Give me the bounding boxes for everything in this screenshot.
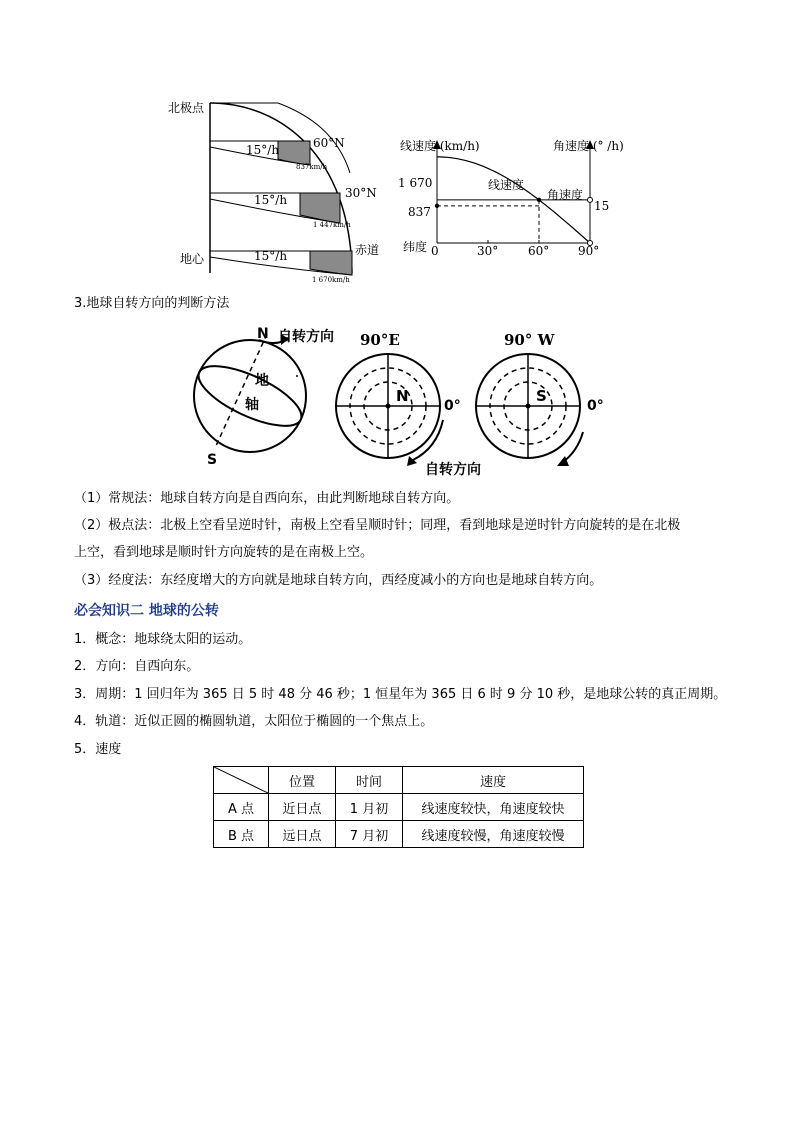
point-837-left <box>435 204 439 208</box>
speed-table <box>213 766 584 848</box>
x-tick-0: 0 <box>431 244 439 258</box>
revolution-item-4: 4．轨道：近似正圆的椭圆轨道，太阳位于椭圆的一个焦点上。 <box>74 714 434 729</box>
chart-ylabel-left: 线速度 (km/h) <box>400 139 480 153</box>
curve-label: 线速度 <box>488 178 525 192</box>
revolution-item-1: 1．概念：地球绕太阳的运动。 <box>74 632 252 647</box>
table-cell: 近日点 <box>269 794 336 821</box>
table-header-row <box>214 767 584 794</box>
table-row <box>214 821 584 848</box>
x-tick-30: 30° <box>477 244 499 258</box>
x-tick-60: 60° <box>528 244 550 258</box>
revolution-item-2: 2．方向：自西向东。 <box>74 659 200 674</box>
zero-label-east: 0° <box>444 398 461 414</box>
line-label: 角速度 <box>547 188 584 202</box>
y-tick-1670: 1 670 <box>398 176 433 190</box>
zero-label-west: 0° <box>587 398 604 414</box>
lat30-label: 30°N <box>345 186 377 200</box>
angular-label-30: 15°/h <box>254 193 288 207</box>
table-row <box>214 794 584 821</box>
polar-view-east <box>336 354 443 466</box>
angular-label-0: 15°/h <box>254 249 288 263</box>
polar-center-s: S <box>536 387 547 405</box>
revolution-item-5: 5．速度 <box>74 742 122 757</box>
section3-title: 3.地球自转方向的判断方法 <box>74 296 230 311</box>
globe-diagram <box>191 334 309 452</box>
method-2: （2）极点法：北极上空看呈逆时针，南极上空看呈顺时针；同理，看到地球是逆时针方向旋转的是在北极 <box>74 518 681 533</box>
table-corner-cell <box>214 767 269 794</box>
lat60-label: 60°N <box>313 136 345 150</box>
table-cell: 远日点 <box>269 821 336 848</box>
north-pole-label: 北极点 <box>168 101 205 115</box>
table-cell: B 点 <box>214 821 269 848</box>
x-tick-90: 90° <box>578 244 600 258</box>
rotation-direction-label-2: 自转方向 <box>425 462 481 478</box>
globe-s-label: S <box>207 452 218 468</box>
y-tick-right-15: 15 <box>594 199 610 213</box>
table-cell: 1 月初 <box>336 794 403 821</box>
east-title: 90°E <box>360 331 400 349</box>
rotation-direction-label: 自转方向 <box>278 329 334 345</box>
speed-label-60: 837km/h <box>296 163 328 171</box>
table-header-cell: 时间 <box>336 767 403 794</box>
table-header-cell: 位置 <box>269 767 336 794</box>
revolution-item-3: 3．周期：1 回归年为 365 日 5 时 48 分 46 秒；1 恒星年为 365 日 6 时 9 分 10 秒，是地球公转的真正周期。 <box>74 687 727 702</box>
table-cell: 线速度较慢，角速度较慢 <box>403 821 584 848</box>
earth-outline-arc <box>210 103 352 273</box>
table-cell: 7 月初 <box>336 821 403 848</box>
speed-label-0: 1 670km/h <box>312 276 350 284</box>
axis-char-2: 轴 <box>245 397 259 413</box>
chart-xlabel: 纬度 <box>403 240 428 254</box>
table-cell: A 点 <box>214 794 269 821</box>
point-60 <box>537 198 541 202</box>
earth-center-label: 地心 <box>180 252 205 266</box>
section-heading-revolution: 必会知识二 地球的公转 <box>74 603 219 619</box>
polar-view-west <box>476 354 583 466</box>
axis-char-1: 地 <box>255 373 269 389</box>
polar-center-n: N <box>396 387 409 405</box>
globe-n-label: N <box>257 326 269 342</box>
equator-label: 赤道 <box>355 243 380 257</box>
chart-ylabel-right: 角速度 (° /h) <box>553 139 624 153</box>
diagonal-line <box>214 767 268 793</box>
method-2-cont: 上空，看到地球是顺时针方向旋转的是在南极上空。 <box>74 545 374 560</box>
angular-label-60: 15°/h <box>246 143 280 157</box>
point-angular-15 <box>588 197 593 202</box>
west-title: 90° W <box>504 331 555 349</box>
table-cell: 线速度较快，角速度较快 <box>403 794 584 821</box>
table-header-cell: 速度 <box>403 767 584 794</box>
y-tick-837: 837 <box>408 205 431 219</box>
speed-label-30: 1 447km/h <box>313 221 351 229</box>
method-3: （3）经度法：东经度增大的方向就是地球自转方向，西经度减小的方向也是地球自转方向。 <box>74 573 603 588</box>
method-1: （1）常规法：地球自转方向是自西向东，由此判断地球自转方向。 <box>74 491 460 506</box>
